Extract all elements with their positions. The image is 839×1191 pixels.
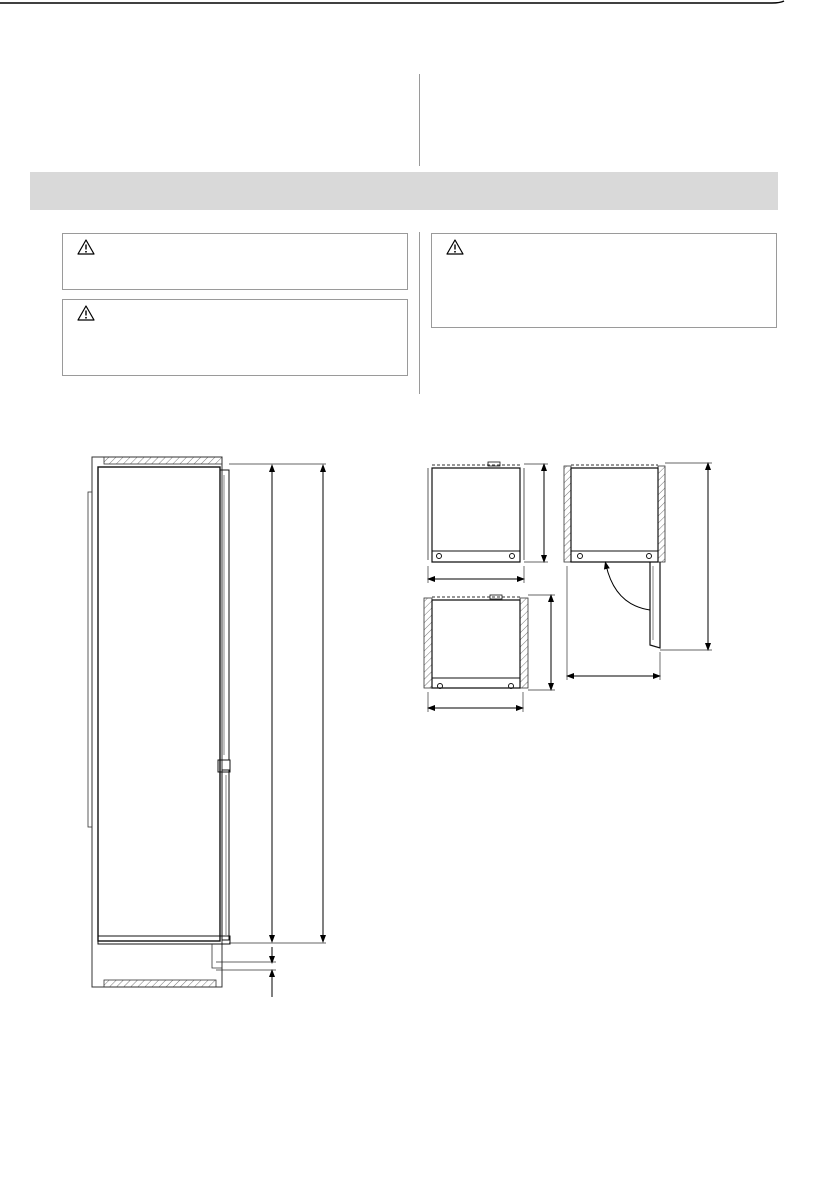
appliance-side-view-diagram [80,450,340,1000]
column-divider-middle [419,232,420,394]
top-view-1 [428,462,548,583]
top-view-2 [424,595,555,712]
warning-box-2 [62,299,408,376]
warning-triangle-icon [77,305,95,321]
warning-box-1 [62,233,408,290]
column-divider-top [419,74,420,166]
top-border-line [0,0,839,6]
appliance-top-view-diagrams [415,455,715,715]
section-heading-band [30,172,778,210]
warning-box-3 [431,233,777,328]
warning-triangle-icon [446,239,464,255]
warning-triangle-icon [77,239,95,255]
top-view-door-open [564,463,712,680]
